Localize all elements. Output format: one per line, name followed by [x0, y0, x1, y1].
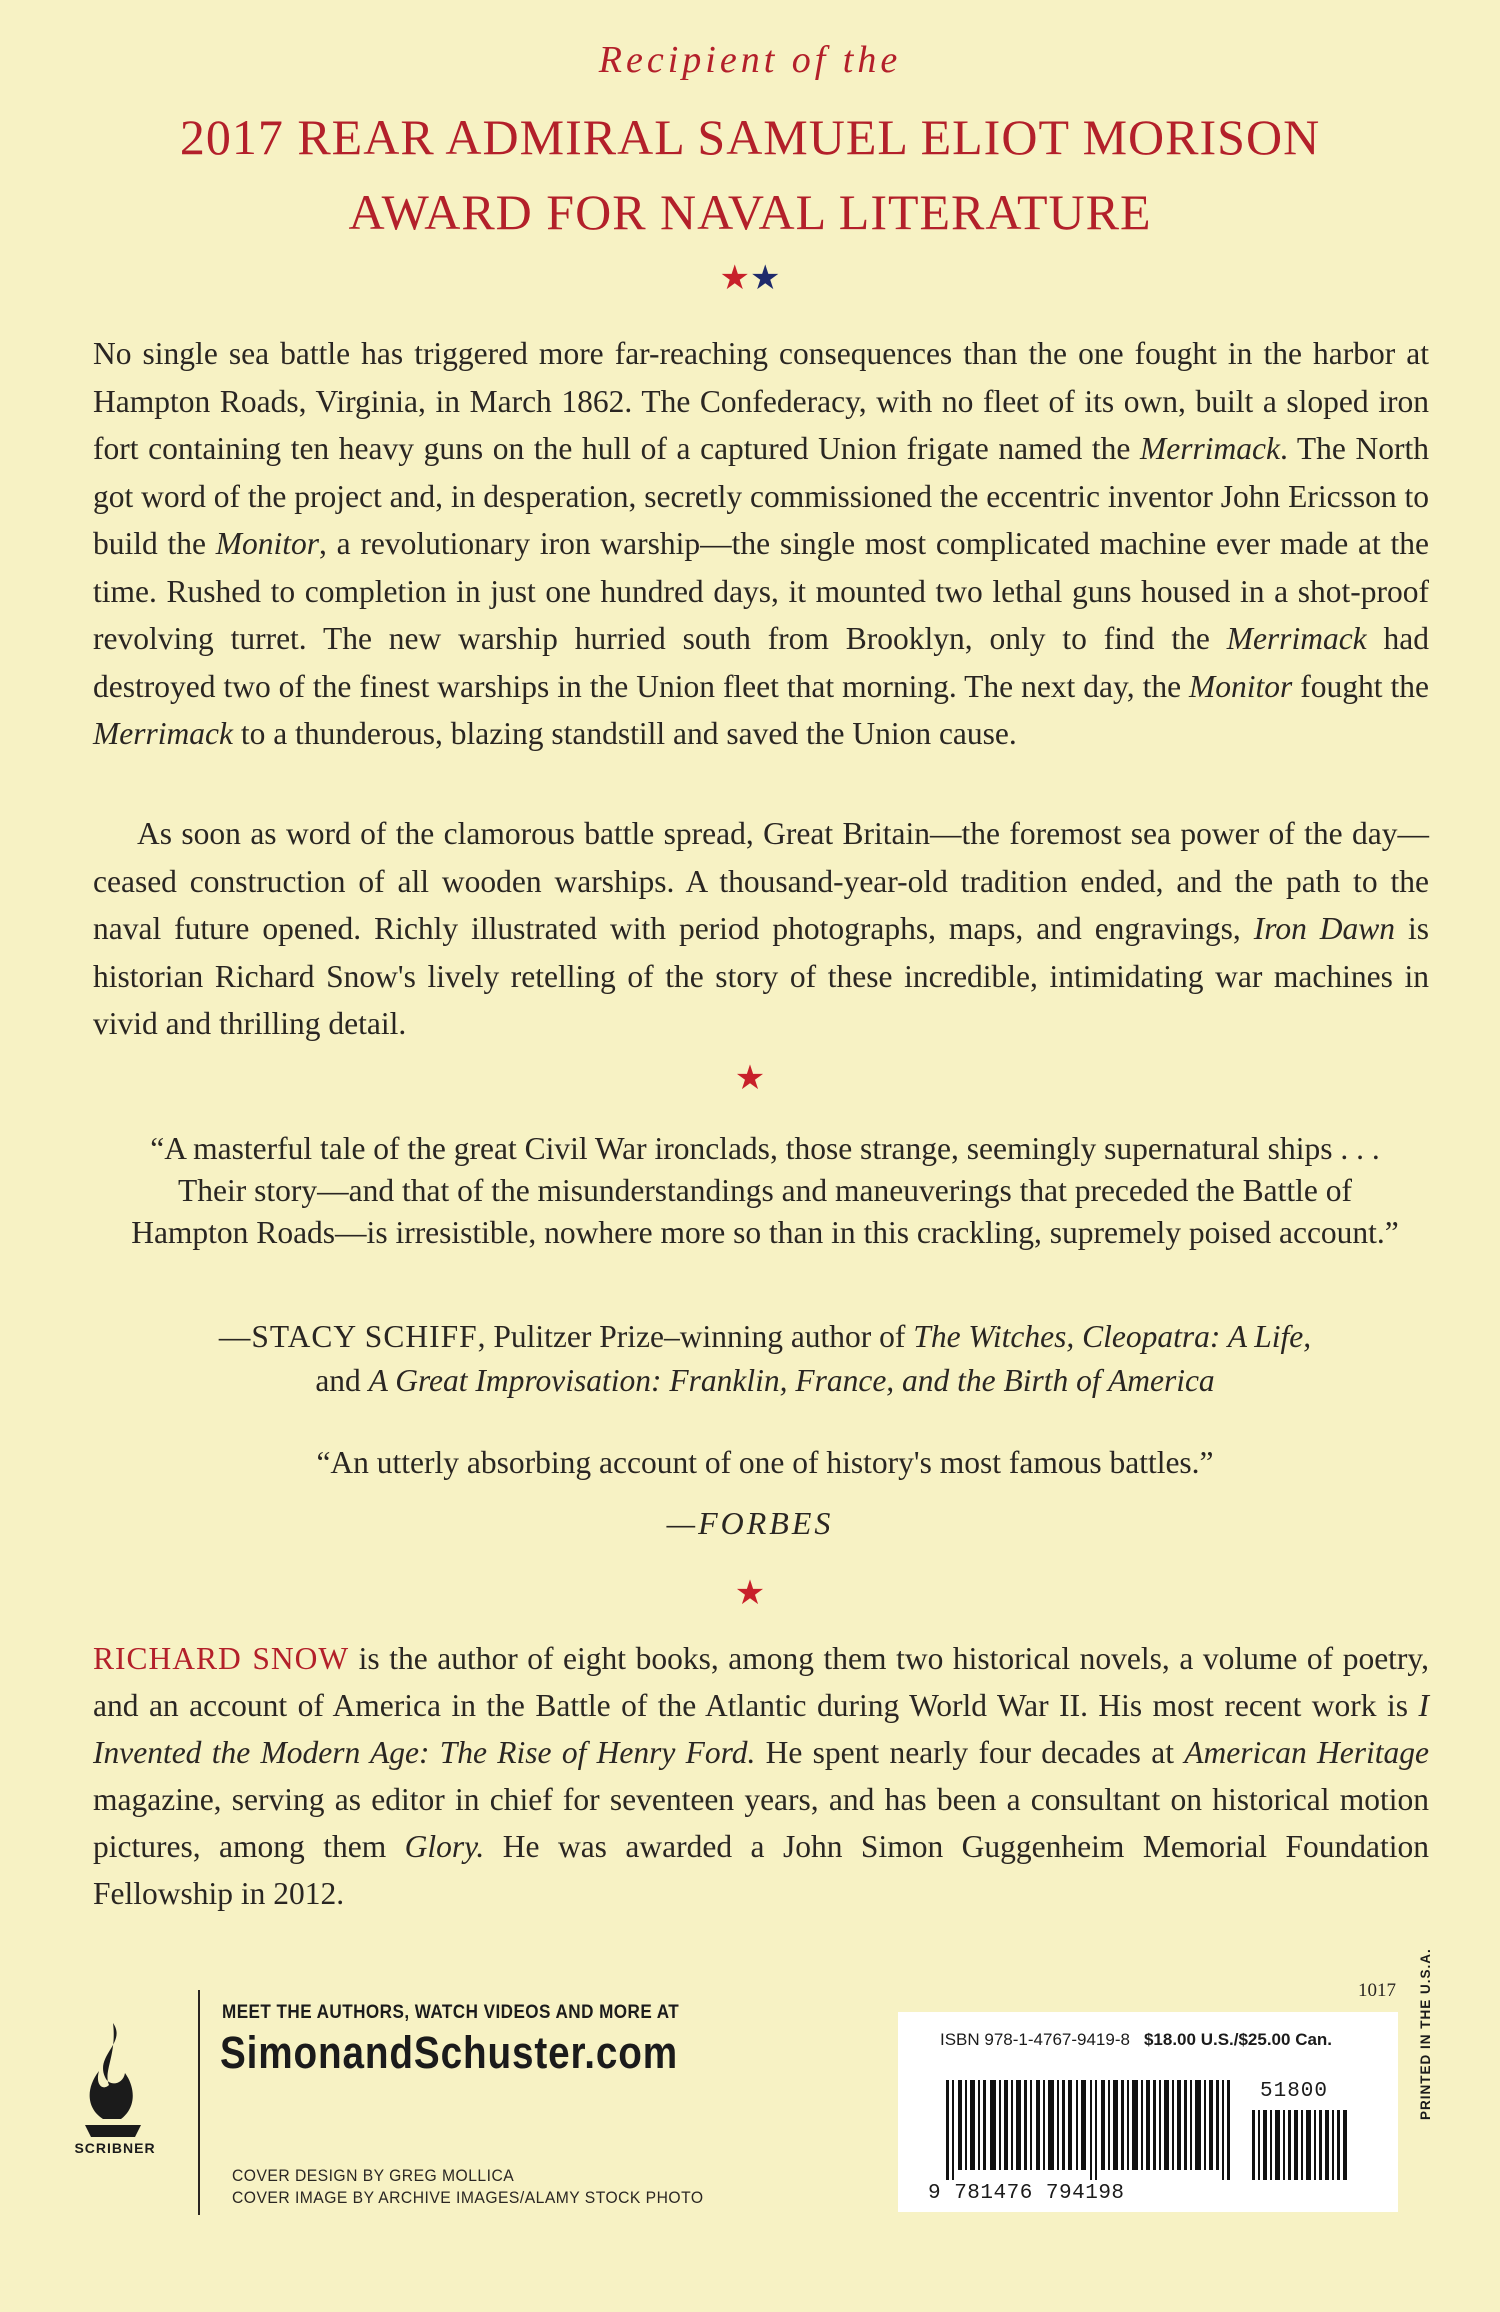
red-star-icon: ★: [719, 260, 750, 297]
award-title-line1: 2017 REAR ADMIRAL SAMUEL ELIOT MORISON: [179, 109, 1321, 165]
star-divider-1: [0, 258, 1500, 298]
publisher-website[interactable]: SimonandSchuster.com: [220, 2027, 679, 2078]
review-quote-schiff: “A masterful tale of the great Civil War ironclads, those strange, seemingly supernatural ships . . . Their story—and that of the misunderstandings and maneuverings that preceded the Battle of Hampton Roads—is irresistible, nowhere more so than in this crackling, supremely poised account.”: [131, 1131, 1399, 1250]
description-paragraph-1: No single sea battle has triggered more far-reaching consequences than the one fought in the harbor at Hampton Roads, Virginia, in March 1862. The Confederacy, with no fleet of its own, built a sloped iron fort containing ten heavy guns on the hull of a captured Union frigate named the Merrimack. The North got word of the project and, in desperation, secretly commissioned the eccentric inventor John Ericsson to build the Monitor, a revolutionary iron warship—the single most complicated machine ever made at the time. Rushed to completion in just one hundred days, it mounted two lethal guns housed in a shot-proof revolving turret. The new warship hurried south from Brooklyn, only to find the Merrimack had destroyed two of the finest warships in the Union fleet that morning. The next day, the Monitor fought the Merrimack to a thunderous, blazing standstill and saved the Union cause.: [93, 336, 1430, 751]
barcode-panel: [898, 2012, 1398, 2212]
review-attribution-forbes: —FORBES: [666, 1505, 834, 1541]
cover-image-credit: COVER IMAGE BY ARCHIVE IMAGES/ALAMY STOCK PHOTO: [232, 2189, 704, 2207]
barcode-digits: 9 781476 794198: [928, 2182, 1125, 2205]
footer-divider: [198, 1990, 200, 2215]
isbn-price-line: ISBN 978-1-4767-9419-8 $18.00 U.S./$25.00 Can.: [940, 2030, 1333, 2049]
blue-star-icon: ★: [750, 260, 781, 297]
author-bio: RICHARD SNOW is the author of eight books, among them two historical novels, a volume of poetry, and an account of America in the Battle of the Atlantic during World War II. His most recent work is I Invented the Modern Age: The Rise of Henry Ford. He spent nearly four decades at American Heritage magazine, serving as editor in chief for seventeen years, and has been a consultant on historical motion pictures, among them Glory. He was awarded a John Simon Guggenheim Memorial Foundation Fellowship in 2012.: [93, 1641, 1430, 1911]
barcode-supplement-number: 51800: [1260, 2080, 1329, 2103]
review-quote-forbes: “An utterly absorbing account of one of history's most famous battles.”: [316, 1445, 1214, 1480]
cover-design-credit: COVER DESIGN BY GREG MOLLICA: [232, 2167, 515, 2185]
printed-in-usa: PRINTED IN THE U.S.A.: [1418, 1948, 1433, 2120]
star-divider-2: [0, 1058, 1500, 1098]
scribner-flame-logo-icon: [65, 2015, 160, 2155]
meet-authors-text: MEET THE AUTHORS, WATCH VIDEOS AND MORE AT: [222, 2002, 680, 2023]
review-attribution-schiff: —STACY SCHIFF, Pulitzer Prize–winning author of The Witches, Cleopatra: A Life, and A Great Improvisation: Franklin, France, and the Birth of America: [218, 1319, 1312, 1398]
star-divider-3: [0, 1573, 1500, 1613]
description-paragraph-2: As soon as word of the clamorous battle spread, Great Britain—the foremost sea power of the day—ceased construction of all wooden warships. A thousand-year-old tradition ended, and the path to the naval future opened. Richly illustrated with period photographs, maps, and engravings, Iron Dawn is historian Richard Snow's lively retelling of the story of these incredible, intimidating war machines in vivid and thrilling detail.: [93, 816, 1429, 1041]
award-title-line2: AWARD FOR NAVAL LITERATURE: [348, 184, 1152, 240]
print-code: 1017: [1358, 1980, 1396, 2001]
publisher-name: SCRIBNER: [74, 2140, 156, 2156]
red-star-icon: ★: [734, 1575, 766, 1612]
red-star-icon: ★: [734, 1060, 766, 1097]
recipient-label: Recipient of the: [598, 39, 902, 81]
